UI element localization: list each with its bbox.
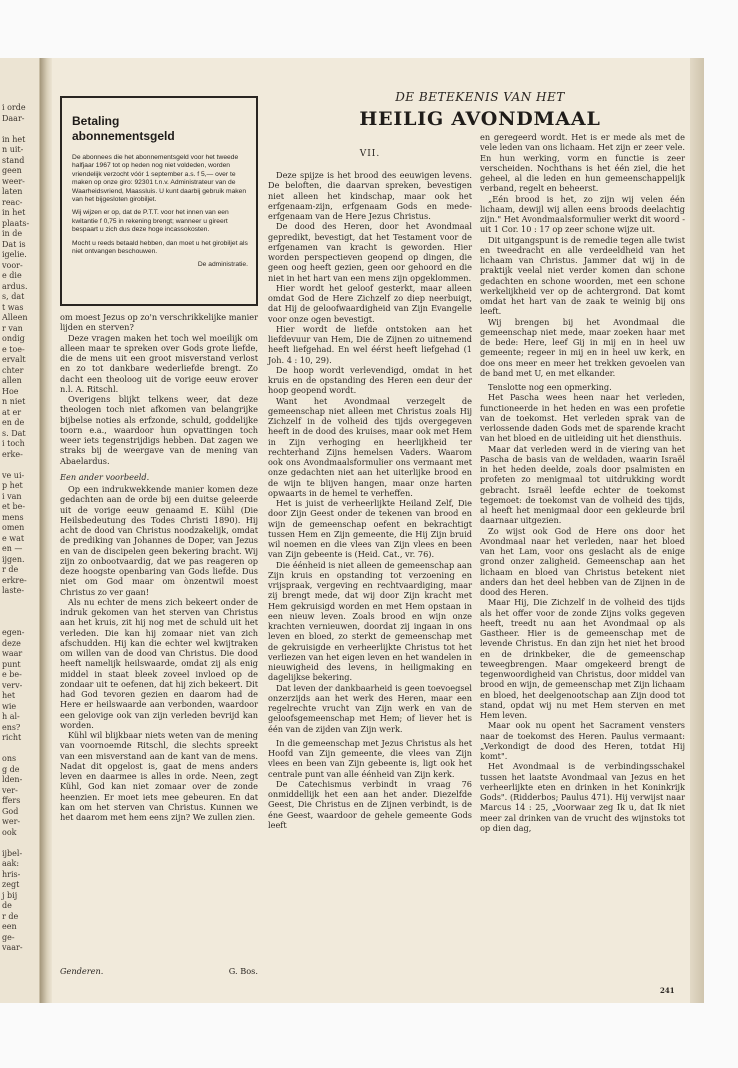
adjacent-page-fragment: richt [2,733,22,742]
adjacent-page-fragment: at er [2,407,22,417]
adjacent-page-fragment: n niet [2,397,26,406]
adjacent-page-fragment: r de [2,565,19,574]
middle-paragraph: De Catechismus verbindt in vraag 76 onmiddellijk het een aan het ander. Diezelfde Geest, Die Christus en de Zijnen verbindt, is de éne Geest, waardoor de gehele gemeente Gods leeft [268,778,472,830]
adjacent-page-fragment: t was [2,302,24,312]
right-paragraph: Tenslotte nog een opmerking. [488,382,612,392]
left-paragraph: Overigens blijkt telkens weer, dat deze theologen toch niet afkomen van belangrijke bijbelse noties als erfzonde, schuld, goddelijke toorn e.a., waardoor hun opvattingen toch weer iets tegenstrijdigs hebben. Dat zagen we straks bij de weergave van de mening van Abaelardus. [60,394,258,466]
page-gutter [40,58,52,1003]
middle-column [268,170,472,830]
adjacent-page-fragment: vaar- [2,943,23,952]
right-paragraph: Maar ook nu opent het Sacrament vensters naar de toekomst des Heren. Paulus vermaant: „Verkondigt de dood des Heren, totdat Hij komt". [480,720,685,761]
adjacent-page-fragment: e wat [2,533,25,543]
left-column [60,312,258,822]
left-paragraph: Deze vragen maken het toch wel moeilijk om alleen maar te spreken over Gods grote liefde, die de mens uit een groot misverstand verlost en zo tot dankbare wederliefde brengt. Zo dacht een theoloog uit de vorige eeuw erover n.l. A. Ritschl. [60,332,258,394]
left-paragraph: om moest Jezus op zo'n verschrikkelijke manier lijden en sterven? [60,312,258,333]
adjacent-page-fragment: verv- [2,680,23,690]
adjacent-page-fragment: hris- [2,869,21,879]
adjacent-page-fragment: i orde [2,103,26,112]
right-paragraph: Dit uitgangspunt is de remedie tegen alle twist en tweedracht en alle verdeeldheid van het lichaam van Christus. Jammer dat wij in de praktijk veelal niet verder komen dan schone gedachten en schone woorden, met een schone werkelijkheid ver op de achtergrond. Dat komt omdat het hart van de zaak te weinig bij ons leeft. [480,234,685,317]
adjacent-page-fragment: erke- [2,449,23,459]
adjacent-page-fragment: Hoe [2,386,19,396]
adjacent-page-fragment: reac- [2,197,23,207]
article-title: HEILIG AVONDMAAL [359,108,601,130]
adjacent-page-fragment: ver- [2,785,18,795]
byline-place: Genderen. [60,966,104,976]
adjacent-page-fragment: ve ui- [2,470,25,480]
middle-paragraph: De hoop wordt verlevendigd, omdat in het kruis en de opstanding des Heren een deur der hoop geopend wordt. [268,364,472,396]
adjacent-page-fragment: s, dat [2,292,25,301]
adjacent-page-fragment: mens [2,512,24,522]
adjacent-page-fragment: igelie. [2,250,27,259]
right-paragraph: Het Avondmaal is de verbindingsschakel tussen het laatste Avondmaal van Jezus en het verheerlijkte eten en drinken in het Koninkrijk Gods". (Ridderbos; Paulus 471). Hij verwijst naar Marcus 14 : 25, „Voorwaar zeg Ik u, dat Ik niet meer zal drinken van de vrucht des wijnstoks tot op dien dag, [480,761,685,833]
adjacent-page-fragment: in het [2,208,26,217]
adjacent-page-fragment: geen [2,166,22,175]
page-number: 241 [660,986,675,995]
adjacent-page-fragment: de [2,901,12,910]
middle-paragraph: Hier wordt de liefde ontstoken aan het liefdevuur van Hem, Die de Zijnen zo uitnemend heeft liefgehad. En wel éérst heeft liefgehad (1 Joh. 4 : 10, 29). [268,323,472,365]
notice-title [72,114,248,144]
notice-body [72,154,248,270]
adjacent-page-fragment: ge- [2,932,15,942]
right-paragraph: Maar Hij, Die Zichzelf in de volheid des tijds als het offer voor de zonde Zijns volks gegeven heeft, treedt nu aan het Avondmaal op als Gastheer. Hier is de gemeenschap met de levende Christus. En dan zijn het niet het brood en de drinkbeker, die de gemeenschap teweegbrengen. Maar omgekeerd brengt de tegenwoordigheid van Christus, door middel van brood en wijn, de gemeenschap met Zijn lichaam en bloed, het deelgenootschap aan Zijn dood tot stand, opdat wij nu met Hem sterven en met Hem leven. [480,597,685,720]
right-paragraph: en geregeerd wordt. Het is er mede als met de vele leden van ons lichaam. Het zijn er zeer vele. En hun werking, vorm en functie is zeer verscheiden. Nochthans is het één ziel, die het geheel, al die leden en hun gemeenschappelijk verband, regelt en beheerst. [480,132,685,194]
notice-title-line1: Betaling [72,114,120,128]
adjacent-page-fragment: in het [2,134,26,144]
notice-signature: De administratie. [197,261,248,269]
middle-paragraph: Deze spijze is het brood des eeuwigen levens. De beloften, die daarvan spreken, bevestigen niet alleen het kindschap, maar ook het erfgenaam-zijn, erfgenaam Gods en mede-erfgenaam van de Here Jezus Christus. [268,170,472,221]
section-number: VII. [359,149,381,159]
adjacent-page-fragment: Alleen [2,313,28,322]
middle-paragraph: Hier wordt het geloof gesterkt, maar alleen omdat God de Here Zichzelf zo diep neerbuigt, dat Hij de geloofwaardigheid van Zijn Evangelie voor onze ogen bevestigt. [268,282,472,324]
adjacent-page-fragment: en — [2,544,23,553]
adjacent-page-fragment: i toch [2,439,25,448]
adjacent-page-fragment: erkre- [2,575,27,585]
adjacent-page-fragment: ervalt [2,355,26,364]
adjacent-page-fragment: e toe- [2,344,25,354]
adjacent-page-fragment: zegt [2,880,20,889]
adjacent-page-fragment: ijbel- [2,848,23,858]
adjacent-page-fragment: e die [2,271,22,280]
notice-paragraph: Mocht u reeds betaald hebben, dan moet u het girobiljet als niet ontvangen beschouwen. [72,239,248,256]
adjacent-page-fragment: ardus. [2,281,28,291]
middle-paragraph: Die éénheid is niet alleen de gemeenschap aan Zijn kruis en opstanding tot verzoening en vrijspraak, vergeving en rechtvaardiging, maar zij brengt mede, dat wij door Zijn kracht met Hem gekruisigd worden en met Hem opstaan in een nieuw leven. Zoals brood en wijn onze krachten vernieuwen, doordat zij ingaan in ons leven en bloed, zo sterkt de gemeenschap met de gekruisigde en verheerlijkte Christus tot het verliezen van het eigen leven en het wandelen in nieuwigheid des levens, in heiligmaking en dagelijkse bekering. [268,559,472,683]
adjacent-page-fragment: aak: [2,859,20,868]
notice-paragraph: De abonnees die het abonnementsgeld voor het tweede halfjaar 1967 tot op heden nog niet voldeden, worden vriendelijk verzocht vóór 1 september a.s. f 5,— over te maken op onze giro: 92301 t.n.v. Administrateur van de Waarheidsvriend, Maassluis. U kunt daarbij gebruik maken van het bijgesloten girobiljet. [72,154,247,204]
adjacent-page-fragment: weer- [2,176,25,186]
adjacent-page-fragment: stand [2,155,25,165]
left-paragraph: Kühl wil blijkbaar niets weten van de mening van voornoemde Ritschl, die slechts spreekt van een misverstand aan de kant van de mens. Nadat dit opgelost is, gaat de mens anders leven en daarmee is alles in orde. Neen, zegt Kühl, God kan niet zomaar over de zonde heenzien. Er moet iets mee gebeuren. En dat kan om het sterven van Christus. Kunnen we het daarom met hem eens zijn? We zullen zien. [60,730,258,822]
adjacent-page-fragment: ondig [2,334,25,343]
adjacent-page-fragment: voor- [2,260,23,270]
adjacent-page-edge [0,58,40,1003]
left-paragraph: Op een indrukwekkende manier komen deze gedachten aan de orde bij een duitse geleerde uit de vorige eeuw genaamd E. Kühl (Die Heilsbedeutung des Todes Christi 1890). Hij acht de dood van Christus noodzakelijk, omdat de prediking van Johannes de Doper, van Jezus en van de discipelen geen bekering bracht. Wij zijn zo onbootvaardig, dat we pas reageren op deze hoogste openbaring van Gods liefde. Dus niet om God maar om ònzentwil moest Christus zo ver gaan! [60,484,258,597]
adjacent-page-fragment: waar [2,649,23,658]
adjacent-page-fragment: God [2,806,19,816]
middle-paragraph: Want het Avondmaal verzegelt de gemeenschap niet alleen met Christus zoals Hij Zichzelf in de volheid des tijds overgegeven heeft in de dood des kruises, maar ook met Hem in Zijn verhoging en heerlijkheid ter rechterhand Zijns hemelsen Vaders. Waarom ook ons Avondmaalsformulier ons vermaant met onze gedachten niet aan het uiterlijke brood en de wijn te blijven hangen, maar onze harten opwaarts in de hemel te verheffen. [268,395,472,498]
adjacent-page-fragment: en de [2,418,25,427]
adjacent-page-fragment: e be- [2,670,22,679]
adjacent-page-fragment: chter [2,365,24,375]
right-paragraph: Wij brengen bij het Avondmaal die gemeenschap niet mede, maar zoeken haar met de bede: Here, leef Gij in mij en in heel uw gemeente; regeer in mij en in heel uw kerk, en doe ons meer en meer het trekken gevoelen van de band met U, en met elkander. [480,316,685,378]
adjacent-page-fragment: een [2,922,17,931]
adjacent-page-fragment: ijgen. [2,554,25,564]
adjacent-page-fragment: het [2,691,16,700]
adjacent-page-fragment: s. Dat [2,428,26,438]
adjacent-page-fragment: r van [2,323,23,333]
byline-author: G. Bos. [228,966,258,976]
middle-paragraph: De dood des Heren, door het Avondmaal gepredikt, bevestigt, dat het Testament voor de erfgenamen van kracht is geworden. Hier worden perspectieven geopend op dingen, die geen oog heeft gezien, geen oor gehoord en die niet in het hart van een mens zijn opgeklommen. [268,221,472,283]
right-paragraph: Zo wijst ook God de Here ons door het Avondmaal naar het verleden, naar het bloed van het Lam, voor ons geslacht als de enige grond onzer zaligheid. Gemeenschap aan het lichaam en bloed van Christus betekent niet anders dan het deel hebben van de Zijnen in de dood des Heren. [480,525,685,597]
adjacent-page-fragment: plaats- [2,218,30,228]
adjacent-page-fragment: laste- [2,586,25,595]
adjacent-page-fragment: laten [2,187,23,196]
adjacent-page-fragment: g de [2,764,20,774]
adjacent-page-fragment: punt [2,659,21,669]
adjacent-page-fragment: h al- [2,712,20,721]
adjacent-page-fragment: wer- [2,817,21,826]
middle-paragraph: Het is juist de verheerlijkte Heiland Zelf, Die door Zijn Geest onder de tekenen van brood en wijn de gemeenschap oefent en bekrachtigt tussen Hem en Zijn gemeente, die Hij Zijn bruid wil noemen en die vlees van Zijn vlees en been van Zijn gebeente is (Heid. Cat., vr. 76). [268,498,472,560]
article-kicker: DE BETEKENIS VAN HET [395,90,565,104]
right-paragraph: „Eén brood is het, zo zijn wij velen één lichaam, dewijl wij allen eens broods deelachtig zijn." Het Avondmaalsformulier werkt dit woord -uit 1 Cor. 10 : 17 op zeer schone wijze uit. [480,193,685,235]
adjacent-page-fragment: omen [2,523,25,532]
article-byline [60,966,258,976]
adjacent-page-fragment: Daar- [2,113,25,123]
adjacent-page-fragment: i van [2,491,22,501]
adjacent-page-fragment: ons [2,754,17,763]
adjacent-page-fragment: ook [2,827,17,837]
middle-paragraph: In die gemeenschap met Jezus Christus als het Hoofd van Zijn gemeente, die vlees van Zijn vlees en been van Zijn gebeente is, ligt ook het centrale punt van alle éénheid van Zijn kerk. [268,737,472,779]
adjacent-page-fragment: wie [2,701,17,711]
right-paragraph: Maar dat verleden werd in de viering van het Pascha de basis van de weldaden, waarin Israël in het heden deelde, zoals door psalmisten en profeten zo menigmaal tot uitdrukking wordt gebracht. Israël leefde echter de toekomst tegemoet: de toekomst van de volheid des tijds, al heeft het menigmaal door een gekleurde bril daarnaar uitgezien. [480,443,685,526]
left-paragraph: Als nu echter de mens zich bekeert onder de indruk gekomen van het sterven van Christus aan het kruis, zit hij nog met de schuld uit het verleden. Die kan hij zomaar niet van zich afschudden. Hij kan die echter wel kwijtraken om willen van de dood van Christus. Die dood heeft namelijk heilswaarde, omdat zij als enig middel in staat bleek zoveel invloed op de zondaar uit te oefenen, dat hij zich bekeert. Dit had God tevoren gezien en daarom had de Here er heilswaarde aan verbonden, waardoor een gelovige ook van zijn verleden bevrijd kan worden. [60,596,258,730]
adjacent-page-fragment: ffers [2,796,21,805]
notice-paragraph: Wij wijzen er op, dat de P.T.T. voor het innen van een kwitantie f 0,75 in rekening brengt; wanneer u gireert bespaart u zich dus deze hoge incassokosten. [72,209,229,234]
adjacent-page-fragment: p het [2,481,23,490]
adjacent-page-fragment: ens? [2,722,21,732]
middle-paragraph: Dat leven der dankbaarheid is geen toevoegsel onzerzijds aan het werk des Heren, maar een regelrechte vrucht van Zijn werk en van de geloofsgemeenschap met Hem; of liever het is één van de zijden van Zijn werk. [268,682,472,734]
adjacent-page-fragment: egen- [2,628,25,637]
right-column [480,132,685,833]
adjacent-page-fragment: deze [2,638,21,648]
notice-title-line2: abonnementsgeld [72,129,175,143]
adjacent-page-fragment: et be- [2,502,26,511]
adjacent-page-fragment: allen [2,376,22,385]
payment-notice-box [60,96,258,306]
page-edge-right [690,58,704,1003]
adjacent-page-fragment: Dat is [2,239,26,249]
adjacent-page-fragment: j bij [2,890,18,900]
left-subheading: Een ander voorbeeld. [60,471,150,482]
adjacent-page-fragment: n uit- [2,145,24,154]
adjacent-page-fragment: lden- [2,775,23,784]
adjacent-page-fragment: r de [2,911,19,921]
right-paragraph: Het Pascha wees heen naar het verleden, functioneerde in het heden en was een profetie van de toekomst. Het verleden sprak van de verlossende daden Gods met de sparende kracht van het bloed en de uitleiding uit het diensthuis. [480,392,685,444]
adjacent-page-fragment: in de [2,229,23,238]
